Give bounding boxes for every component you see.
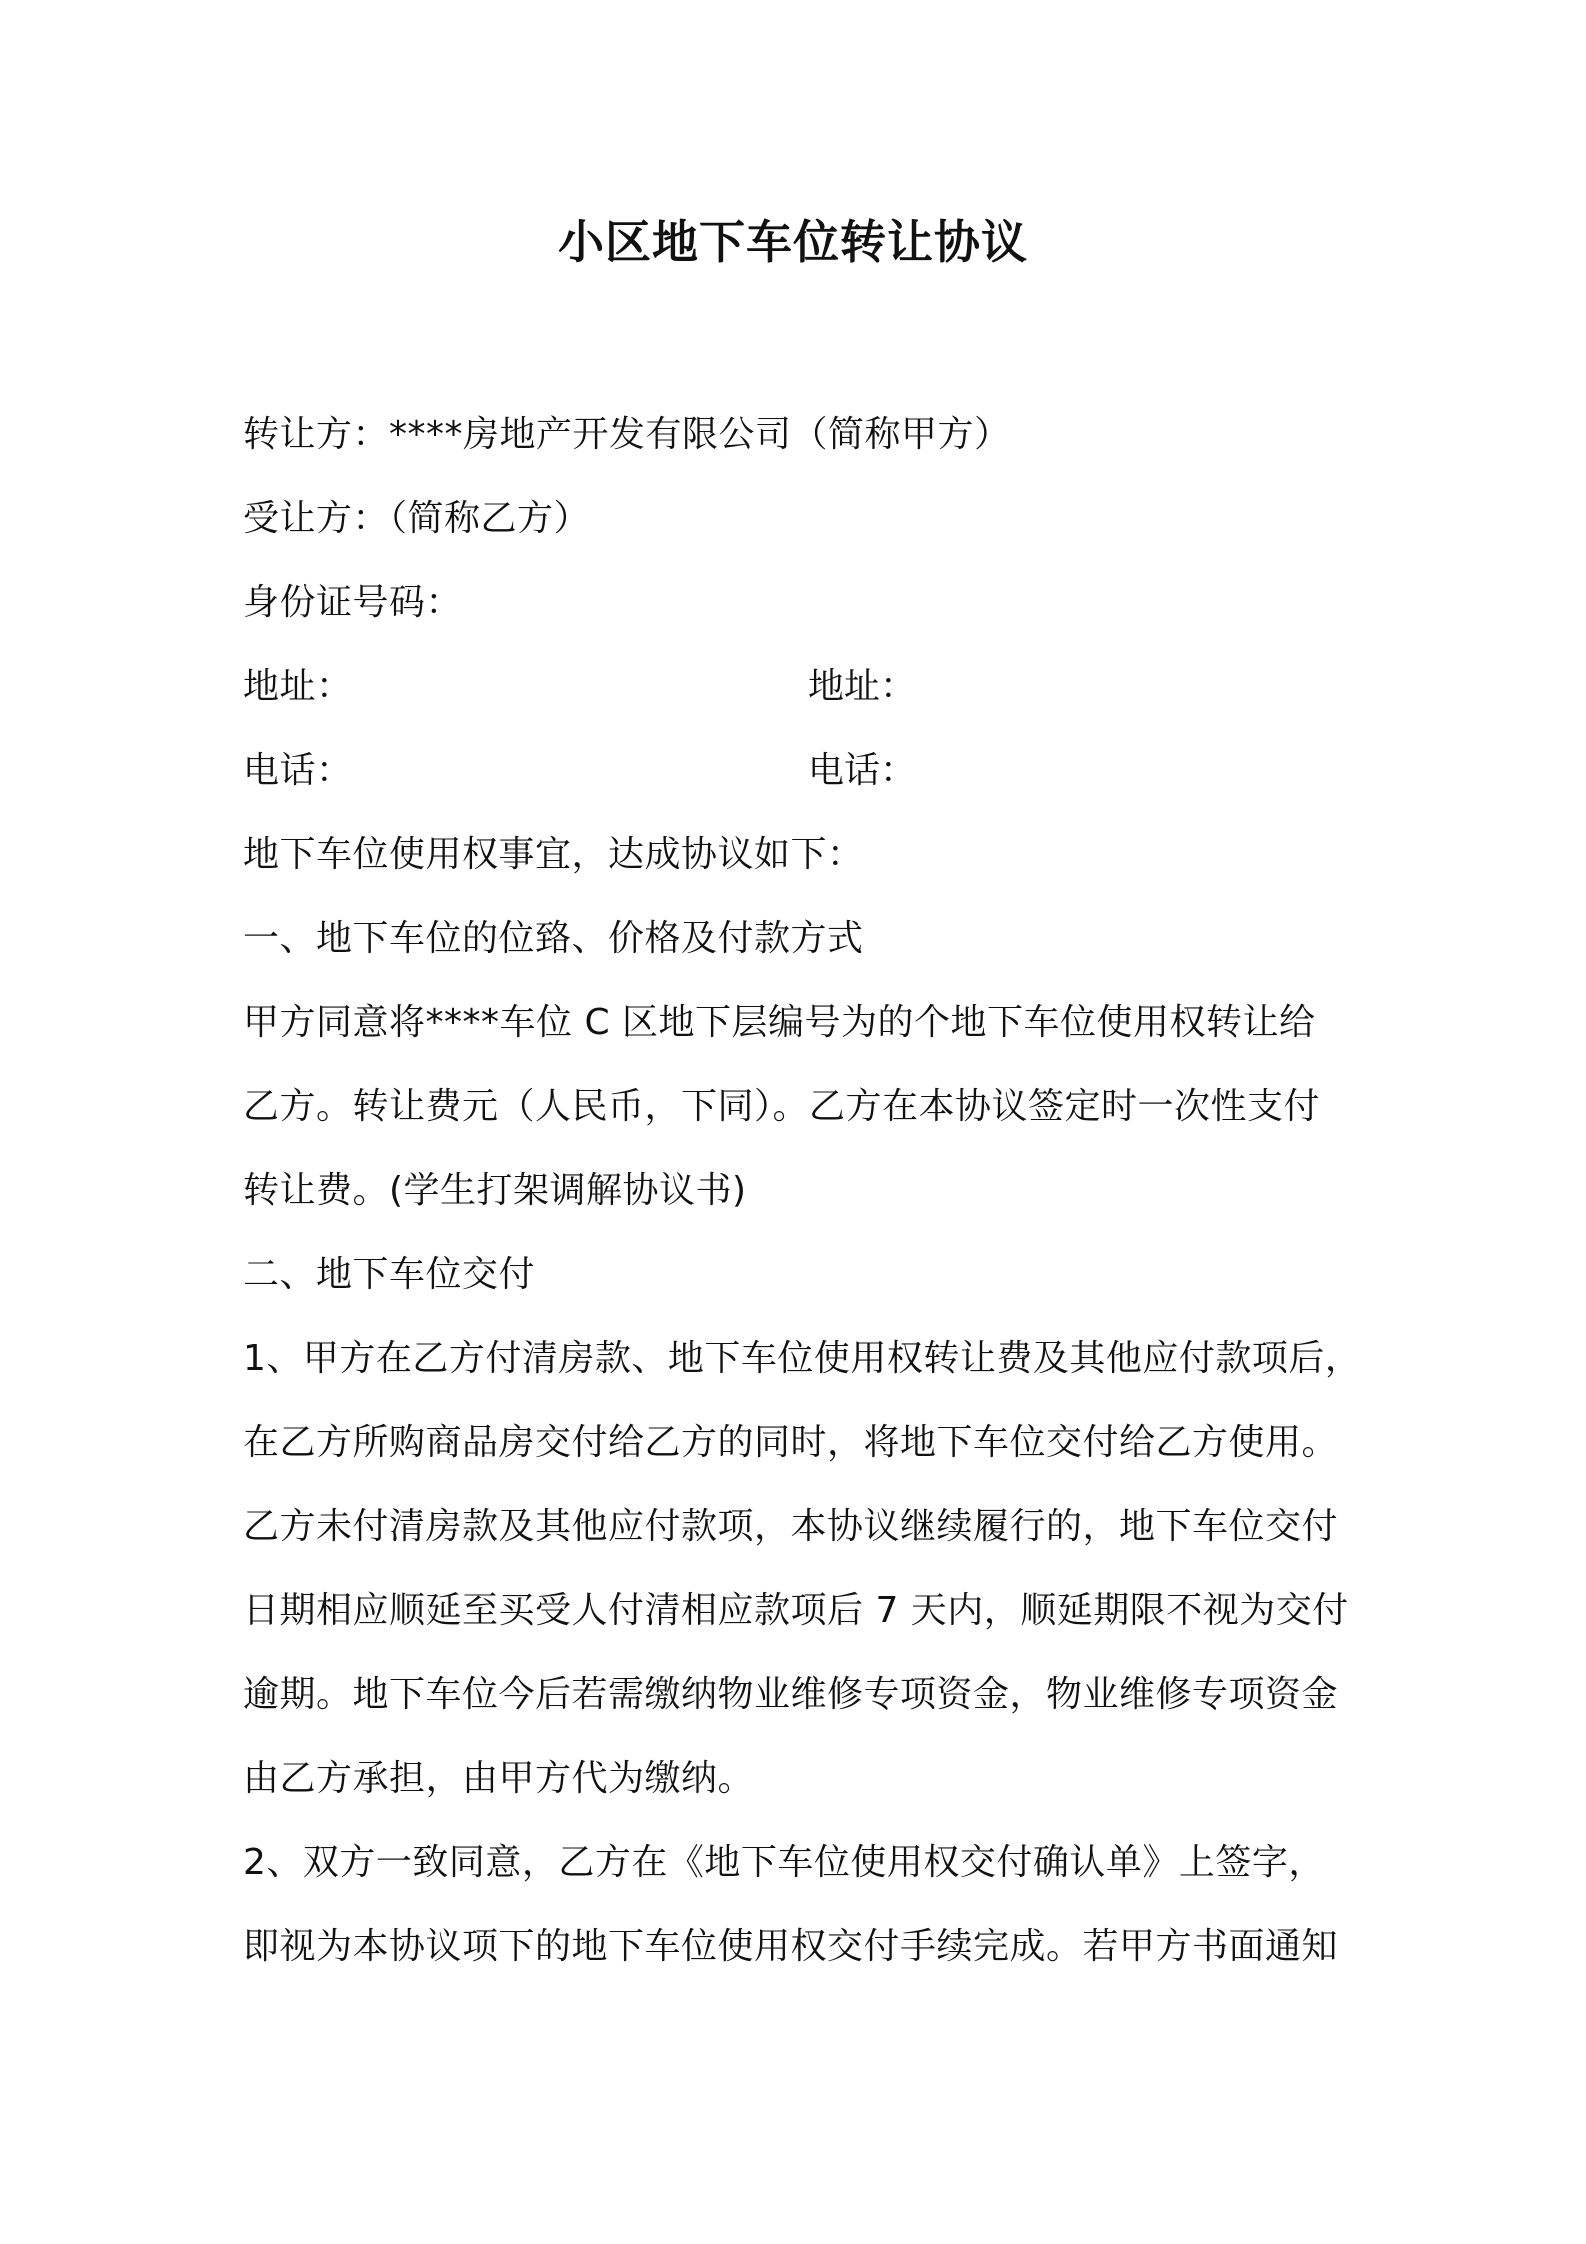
paragraph-line: 乙方未付清房款及其他应付款项，本协议继续履行的，地下车位交付 bbox=[243, 1506, 1339, 1547]
paragraph-line: 2、双方一致同意，乙方在《地下车位使用权交付确认单》上签字， bbox=[243, 1842, 1325, 1883]
transferor-line: 转让方：****房地产开发有限公司（简称甲方） bbox=[243, 414, 1011, 455]
paragraph-line: 逾期。地下车位今后若需缴纳物业维修专项资金，物业维修专项资金 bbox=[243, 1674, 1339, 1715]
transferee-line: 受让方：（简称乙方） bbox=[243, 498, 591, 539]
agreement-intro: 地下车位使用权事宜，达成协议如下： bbox=[243, 834, 864, 875]
address-right: 地址： bbox=[808, 666, 917, 707]
paragraph-line: 即视为本协议项下的地下车位使用权交付手续完成。若甲方书面通知 bbox=[243, 1926, 1339, 1967]
section-1-heading: 一、地下车位的位臵、价格及付款方式 bbox=[243, 918, 864, 959]
paragraph-line: 1、甲方在乙方付清房款、地下车位使用权转让费及其他应付款项后， bbox=[243, 1338, 1362, 1379]
section-2-heading: 二、地下车位交付 bbox=[243, 1254, 536, 1295]
paragraph-line: 甲方同意将****车位 C 区地下层编号为的个地下车位使用权转让给 bbox=[243, 1002, 1316, 1043]
phone-left: 电话： bbox=[243, 750, 353, 791]
paragraph-line: 日期相应顺延至买受人付清相应款项后 7 天内，顺延期限不视为交付 bbox=[243, 1590, 1349, 1631]
paragraph-line: 在乙方所购商品房交付给乙方的同时，将地下车位交付给乙方使用。 bbox=[243, 1422, 1339, 1463]
phone-right: 电话： bbox=[808, 750, 917, 791]
address-left: 地址： bbox=[243, 666, 353, 707]
id-number-line: 身份证号码： bbox=[243, 582, 463, 623]
document-title: 小区地下车位转让协议 bbox=[558, 215, 1028, 269]
paragraph-line: 由乙方承担，由甲方代为缴纳。 bbox=[243, 1758, 755, 1799]
paragraph-line: 转让费。(学生打架调解协议书) bbox=[243, 1170, 747, 1211]
paragraph-line: 乙方。转让费元（人民币，下同）。乙方在本协议签定时一次性支付 bbox=[243, 1086, 1321, 1127]
